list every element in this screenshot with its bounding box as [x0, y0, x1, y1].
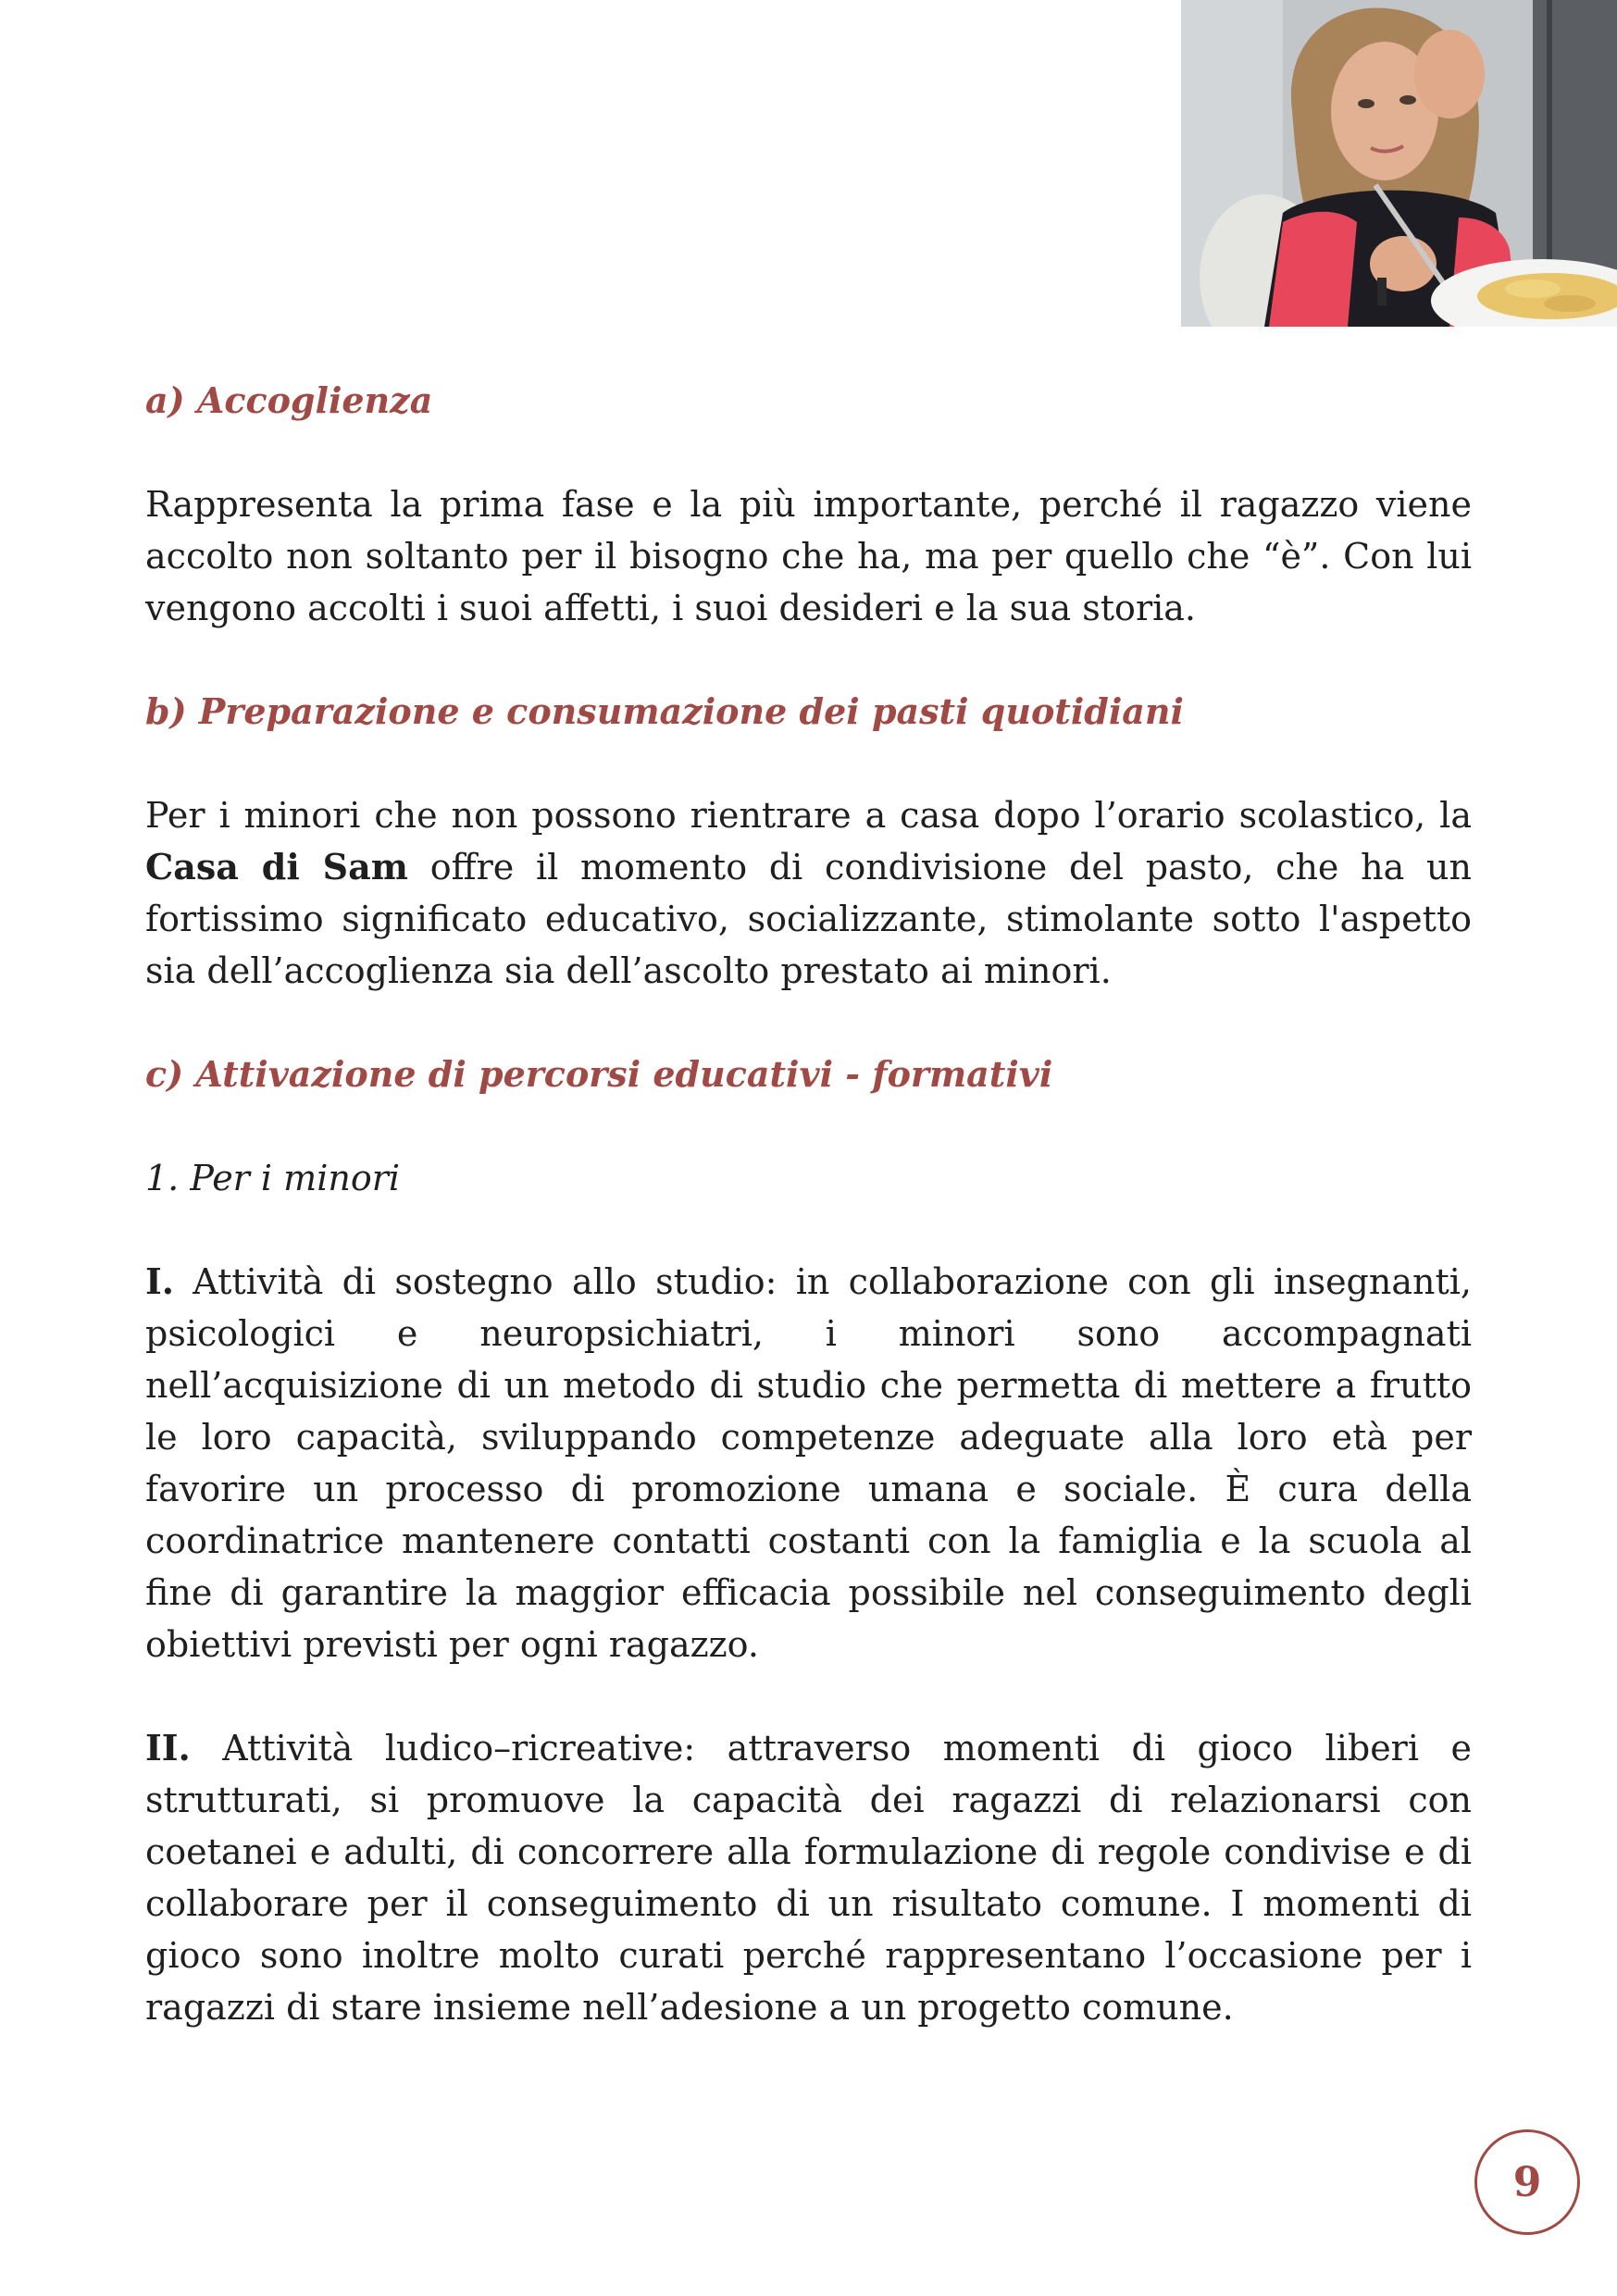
section-a-paragraph: Rappresenta la prima fase e la più importante, perché il ragazzo viene accolto non soltanto per il bisogno che ha, ma per quello che “è”. Con lui vengono accolti i suoi affetti, i suoi desideri e la sua storia.	[145, 484, 1472, 628]
photo-girl-eating	[1181, 0, 1617, 327]
section-a-heading: a) Accoglienza	[145, 379, 433, 421]
section-b-text-end: offre il momento di condivisione del pasto, che ha un fortissimo significato educativo, socializzante, stimolante sotto l'aspetto sia dell’accoglienza sia dell’ascolto prestato ai minori.	[145, 847, 1472, 991]
item-1-text: Attività di sostegno allo studio: in collaborazione con gli insegnanti, psicologici e neuropsichiatri, i minori sono accompagnati nell’acquisizione di un metodo di studio che permetta di mettere a frutto le loro capacità, sviluppando competenze adeguate alla loro età per favorire un processo di promozione umana e sociale. È cura della coordinatrice mantenere contatti costanti con la famiglia e la scuola al fine di garantire la maggior efficacia possibile nel conseguimento degli obiettivi previsti per ogni ragazzo.	[145, 1261, 1472, 1665]
section-c-item-1	[145, 1256, 1472, 1670]
section-c-item-2	[145, 1722, 1472, 2033]
item-2-text: Attività ludico–ricreative: attraverso momenti di gioco liberi e strutturati, si promuove la capacità dei ragazzi di relazionarsi con coetanei e adulti, di concorrere alla formulazione di regole condivise e di collaborare per il conseguimento di un risultato comune. I momenti di gioco sono inoltre molto curati perché rappresentano l’occasione per i ragazzi di stare insieme nell’adesione a un progetto comune.	[145, 1728, 1472, 2028]
document-body	[145, 375, 1472, 2033]
section-b-text-start: Per i minori che non possono rientrare a casa dopo l’orario scolastico, la	[145, 795, 1472, 836]
item-1-label: I.	[145, 1260, 175, 1302]
item-2-label: II.	[145, 1727, 191, 1769]
section-b-heading: b) Preparazione e consumazione dei pasti quotidiani	[145, 690, 1184, 732]
section-c-subheading: 1. Per i minori	[145, 1158, 401, 1198]
section-b-paragraph	[145, 789, 1472, 997]
section-c-heading: c) Attivazione di percorsi educativi - formativi	[145, 1053, 1053, 1095]
casa-di-sam-name: Casa di Sam	[145, 846, 408, 887]
page-number: 9	[1474, 2129, 1580, 2235]
photo-illustration	[1181, 0, 1617, 327]
